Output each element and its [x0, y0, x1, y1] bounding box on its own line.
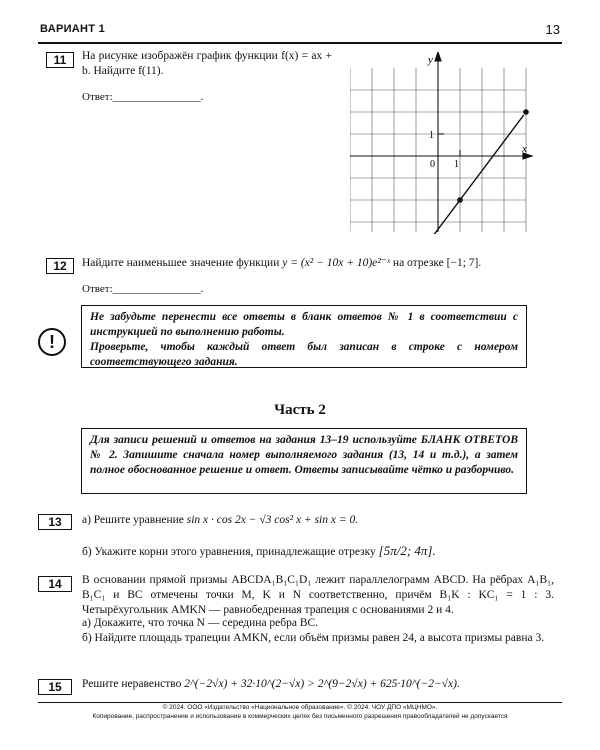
task-13-equation: sin x · cos 2x − √3 cos² x + sin x = 0. — [186, 514, 359, 526]
task-number-12: 12 — [46, 258, 74, 274]
task-12-text: Найдите наименьшее значение функции y = (x² − 10x + 10)e²⁻ˣ на отрезке [−1; 7]. — [82, 257, 482, 269]
variant-label: ВАРИАНТ 1 — [40, 23, 106, 35]
page-header — [38, 20, 562, 44]
task-15-text: Решите неравенство 2^(−2√x) + 32·10^(2−√x) > 2^(9−2√x) + 625·10^(−2−√x). — [82, 678, 460, 690]
task-15-inequality: 2^(−2√x) + 32·10^(2−√x) > 2^(9−2√x) + 625·10^(−2−√x). — [184, 678, 460, 690]
task-13-interval: [5π/2; 4π]. — [378, 543, 436, 558]
x-axis-label: x — [522, 143, 527, 155]
y-unit-label: 1 — [429, 130, 434, 141]
task-14-b: б) Найдите площадь трапеции AMKN, если объём призмы равен 24, а высота призмы равна 3. — [82, 632, 545, 644]
part-2-instruction: Для записи решений и ответов на задания 13–19 используйте БЛАНК ОТВЕТОВ № 2. Запишите сначала номер выполняемого задания (13, 14 и т.д.), а затем полное обоснованное решение и ответ. Ответы записывайте чётко и разборчиво. — [81, 428, 527, 494]
origin-label: 0 — [430, 159, 435, 170]
footer-copyright: © 2024. ООО «Издательство «Национальное образование». © 2024. ЧОУ ДПО «МЦНМО». — [162, 704, 438, 711]
task-11-text: На рисунке изображён график функции f(x) = ax + b. Найдите f(11). — [82, 50, 332, 77]
part-2-title: Часть 2 — [274, 402, 326, 418]
notice-line-2: Проверьте, чтобы каждый ответ был записан в строке с номером соответствующего задания. — [90, 341, 518, 368]
task-13-a: а) Решите уравнение sin x · cos 2x − √3 cos² x + sin x = 0. — [82, 514, 359, 526]
page-footer — [38, 702, 562, 721]
task-12-formula: y = (x² − 10x + 10)e²⁻ˣ — [282, 257, 391, 269]
task-number-15: 15 — [38, 679, 72, 695]
task-14-a: а) Докажите, что точка N — середина ребра BC. — [82, 617, 319, 629]
y-axis-arrow — [435, 52, 441, 61]
x-unit-label: 1 — [454, 159, 459, 170]
task-number-14: 14 — [38, 576, 72, 592]
page-number: 13 — [545, 22, 560, 37]
exclamation-icon: ! — [38, 328, 66, 356]
graph-point — [523, 109, 529, 115]
task-number-11: 11 — [46, 52, 74, 68]
task-13-b: б) Укажите корни этого уравнения, принадлежащие отрезку [5π/2; 4π]. — [82, 543, 436, 558]
task-14-text: В основании прямой призмы ABCDA₁B₁C₁D₁ лежит параллелограмм ABCD. На рёбрах A₁B₁, B₁C₁ и BC отмечены точки M, K и N соответственно, причём B₁K : KC₁ = 1 : 3. Четырёхугольник AMKN — равнобедренная трапеция с основаниями 2 и 4. — [82, 574, 554, 616]
function-graph — [350, 52, 540, 234]
function-line — [434, 115, 524, 234]
graph-point — [457, 197, 463, 203]
notice-line-1: Не забудьте перенести все ответы в бланк ответов № 1 в соответствии с инструкцией по выполнению работы. — [90, 311, 518, 338]
notice-box — [81, 305, 527, 368]
task-11-answer-field: Ответ:________________. — [82, 91, 204, 103]
task-12-answer-field: Ответ:________________. — [82, 283, 204, 295]
y-axis-label: y — [428, 54, 433, 66]
task-number-13: 13 — [38, 514, 72, 530]
footer-rights: Копирование, распространение и использование в коммерческих целях без письменного разрешения правообладателей не допускается — [92, 713, 508, 720]
